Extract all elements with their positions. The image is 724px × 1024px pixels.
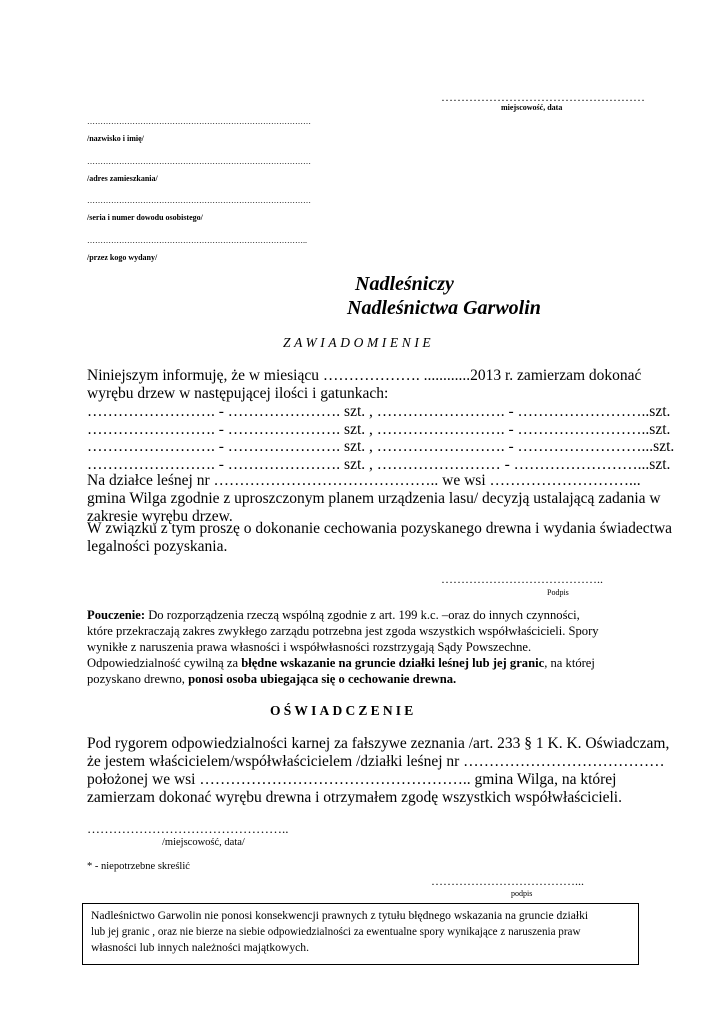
instruction-line5: pozyskano drewno, ponosi osoba ubiegająca się o cechowanie drewna. [87,672,457,686]
gmina-line1: gmina Wilga zgodnie z uproszczonym planem urządzenia lasu/ decyzją ustalającą zadania w [87,490,661,507]
id-field-label: /seria i numer dowodu osobistego/ [87,213,203,222]
signature-label: Podpis [547,588,569,597]
tree-row: ……………………. - …………………. szt. , ……………………. - ……………………..szt. [87,421,671,438]
tree-row: ……………………. - …………………. szt. , ……………………. - ……………………..szt. [87,403,671,420]
instruction-line2: które przekraczają zakres zwykłego zarządu potrzebna jest zgoda wszystkich współwłaścicieli. Spory [87,624,599,638]
notice-line1: Niniejszym informuję, że w miesiącu ………………. ............2013 r. zamierzam dokonać [87,367,642,384]
declaration-line3: położonej we wsi …………………………………………….. gmina Wilga, na której [87,771,617,788]
instruction-line1: Pouczenie: Do rozporządzenia rzeczą wspólną zgodnie z art. 199 k.c. –oraz do innych czynności, [87,608,580,622]
addressee-line2: Nadleśnictwa Garwolin [347,297,541,319]
name-field-label: /nazwisko i imię/ [87,134,144,143]
disclaimer-line1: Nadleśnictwo Garwolin nie ponosi konsekwencji prawnych z tytułu błędnego wskazania na gruncie działki [91,909,589,922]
id-field-dots: ………………………………………………………………………… [87,196,311,205]
signature-dots: ………………………………….. [441,572,603,586]
footnote: * - niepotrzebne skreślić [87,861,190,872]
declaration-line2: że jestem właścicielem/współwłaścicielem /działki leśnej nr ………………………………… [87,753,665,770]
disclaimer-line3: własności lub innych należności majątkowych. [91,941,309,954]
tree-row: ……………………. - …………………. szt. , …………………… - ……………………...szt. [87,456,671,473]
declaration-title: OŚWIADCZENIE [270,703,417,718]
place-date2-dots: ……………………………………….. [87,821,289,836]
addressee-line1: Nadleśniczy [355,273,454,295]
issuer-field-dots: ……………………………………………………………………….. [87,236,307,245]
place-date-dots: …………………………………………… [441,90,645,104]
gmina-line2: zakresie wyrębu drzew. [87,508,233,525]
place-date-label: miejscowość, data [501,103,563,112]
issuer-field-label: /przez kogo wydany/ [87,253,158,262]
place-date2-label: /miejscowość, data/ [162,837,245,848]
disclaimer-box [82,903,639,965]
notice-title: ZAWIADOMIENIE [283,335,435,350]
plot-line: Na działce leśnej nr …………………………………….. we wsi ………………………... [87,472,641,489]
address-field-dots: ………………………………………………………………………… [87,157,311,166]
signature2-dots: ………………………………... [431,874,584,888]
disclaimer-line2: lub jej granic , oraz nie bierze na siebie odpowiedzialności za ewentualne spory wynikające z naruszenia praw [91,926,581,938]
request-line1: W związku z tym proszę o dokonanie cechowania pozyskanego drewna i wydania świadectwa [87,520,673,537]
declaration-line4: zamierzam dokonać wyrębu drewna i otrzymałem zgodę wszystkich współwłaścicieli. [87,789,622,806]
declaration-line1: Pod rygorem odpowiedzialności karnej za fałszywe zeznania /art. 233 § 1 K. K. Oświadczam, [87,735,670,752]
name-field-dots: ………………………………………………………………………… [87,117,311,126]
notice-line2: wyrębu drzew w następującej ilości i gatunkach: [87,385,389,402]
signature2-label: podpis [511,889,533,898]
request-line2: legalności pozyskania. [87,538,228,555]
instruction-line4: Odpowiedzialność cywilną za błędne wskazanie na gruncie działki leśnej lub jej granic, na której [87,656,595,670]
instruction-line3: wynikłe z naruszenia prawa własności i współwłasności rozstrzygają Sądy Powszechne. [87,640,532,654]
instruction-lead: Pouczenie: [87,608,146,622]
address-field-label: /adres zamieszkania/ [87,174,158,183]
tree-row: ……………………. - …………………. szt. , ……………………. - ……………………...szt. [87,438,675,455]
